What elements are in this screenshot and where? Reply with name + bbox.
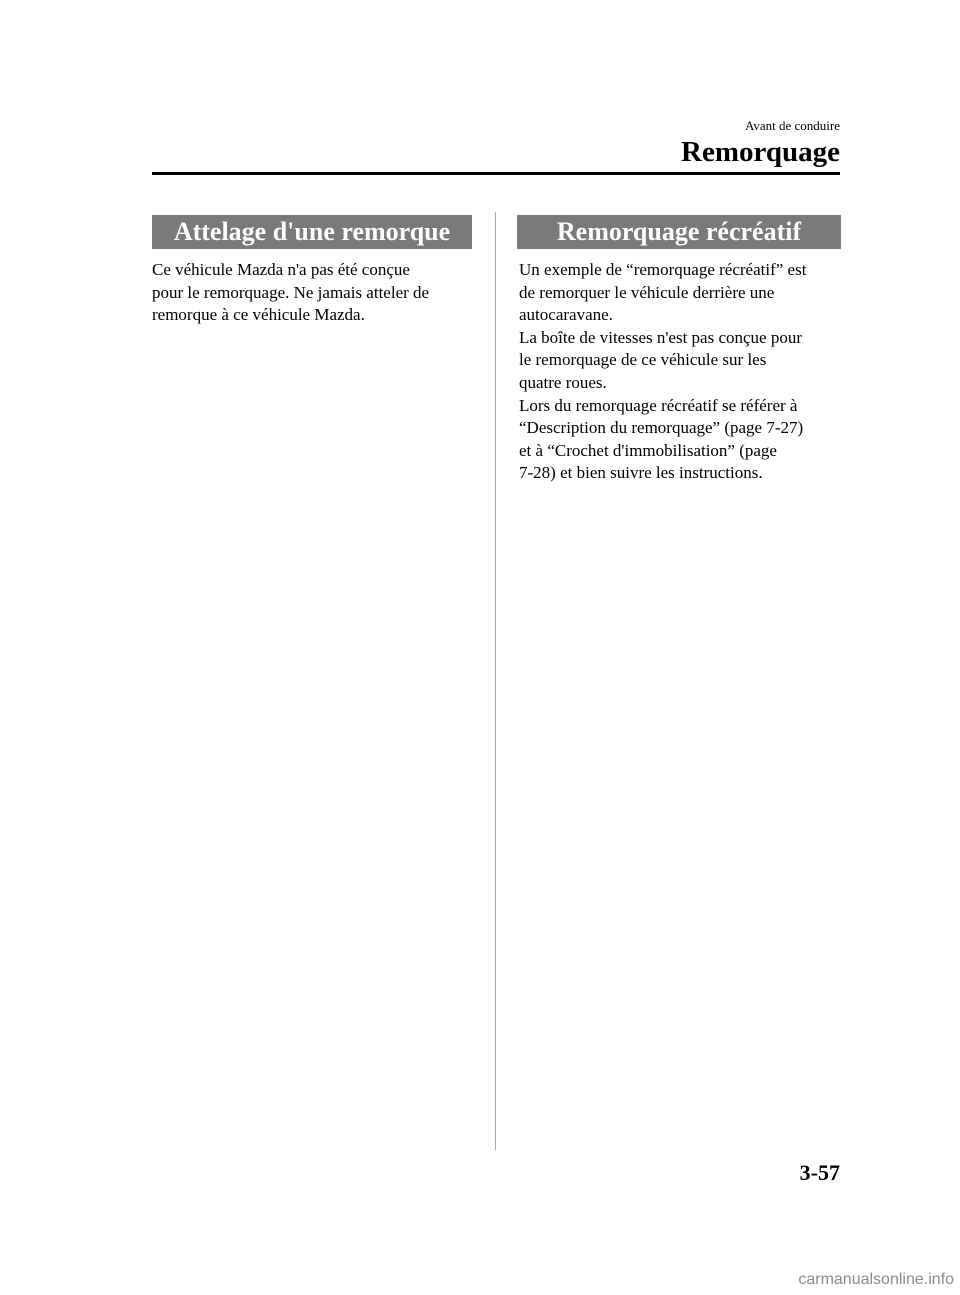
watermark: carmanualsonline.info xyxy=(798,1271,954,1288)
right-body-line: Lors du remorquage récréatif se référer à xyxy=(519,395,798,415)
left-section-body xyxy=(152,259,472,327)
right-body-line: “Description du remorquage” (page 7-27) xyxy=(519,418,804,438)
right-section-body xyxy=(519,259,841,485)
right-body-line: La boîte de vitesses n'est pas conçue pour xyxy=(519,327,803,347)
right-body-line: 7-28) et bien suivre les instructions. xyxy=(519,463,763,483)
right-section-heading: Remorquage récréatif xyxy=(517,215,841,249)
left-section-heading: Attelage d'une remorque xyxy=(152,215,472,249)
left-body-line: Ce véhicule Mazda n'a pas été conçue xyxy=(152,260,410,279)
right-body-line: autocaravane. xyxy=(519,305,613,325)
right-body-line: le remorquage de ce véhicule sur les xyxy=(519,350,767,370)
chapter-title: Avant de conduire xyxy=(744,118,840,133)
right-body-line: Un exemple de “remorquage récréatif” est xyxy=(519,260,807,279)
section-title: Remorquage xyxy=(681,136,840,168)
left-body-line: remorque à ce véhicule Mazda. xyxy=(152,305,365,325)
left-body-line: pour le remorquage. Ne jamais atteler de xyxy=(152,282,430,302)
right-body-line: quatre roues. xyxy=(519,372,607,392)
page-number: 3-57 xyxy=(799,1160,840,1185)
right-body-line: de remorquer le véhicule derrière une xyxy=(519,282,775,302)
right-body-line: et à “Crochet d'immobilisation” (page xyxy=(519,440,777,460)
column-divider xyxy=(495,212,496,1150)
header-rule xyxy=(152,172,840,175)
